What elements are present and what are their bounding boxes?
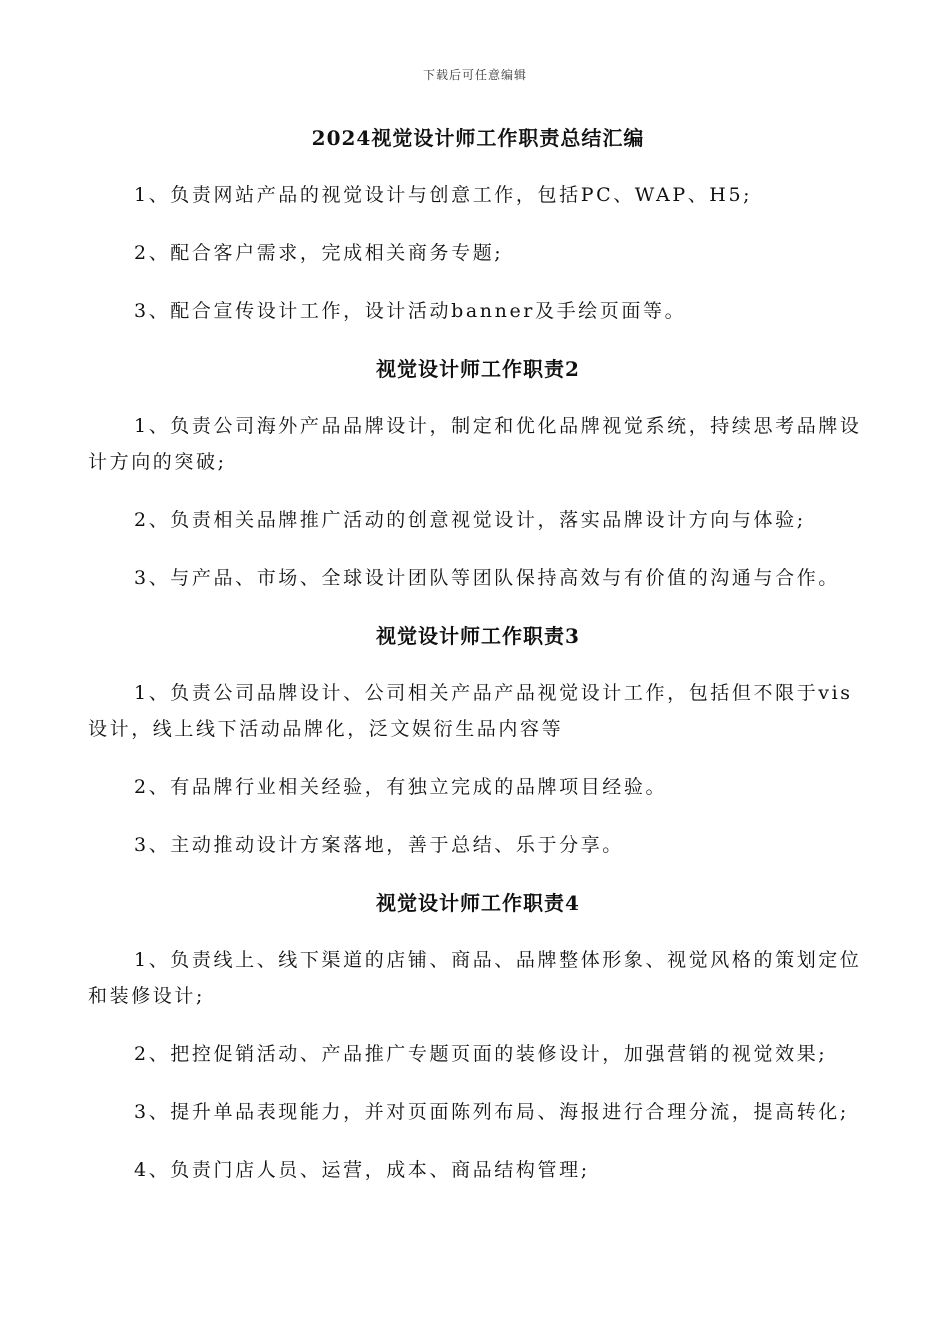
duty-item: 2、把控促销活动、产品推广专题页面的装修设计，加强营销的视觉效果; bbox=[134, 1043, 828, 1065]
duty-item: 2、有品牌行业相关经验，有独立完成的品牌项目经验。 bbox=[134, 776, 668, 798]
duty-item: 1、负责线上、线下渠道的店铺、商品、品牌整体形象、视觉风格的策划定位和装修设计; bbox=[88, 949, 862, 1007]
duty-item: 1、负责网站产品的视觉设计与创意工作，包括PC、WAP、H5; bbox=[134, 184, 753, 206]
document-body bbox=[88, 120, 868, 1210]
duty-item: 3、配合宣传设计工作，设计活动banner及手绘页面等。 bbox=[134, 300, 687, 322]
document-title: 2024视觉设计师工作职责总结汇编 bbox=[311, 126, 645, 150]
duty-item: 1、负责公司海外产品品牌设计，制定和优化品牌视觉系统，持续思考品牌设计方向的突破; bbox=[88, 415, 862, 473]
duty-item: 4、负责门店人员、运营，成本、商品结构管理; bbox=[134, 1159, 590, 1181]
section-heading: 视觉设计师工作职责3 bbox=[376, 624, 580, 648]
header-note: 下载后可任意编辑 bbox=[422, 68, 527, 82]
duty-item: 3、与产品、市场、全球设计团队等团队保持高效与有价值的沟通与合作。 bbox=[134, 567, 840, 589]
duty-item: 3、主动推动设计方案落地，善于总结、乐于分享。 bbox=[134, 834, 624, 856]
duty-item: 1、负责公司品牌设计、公司相关产品产品视觉设计工作，包括但不限于vis设计，线上线下活动品牌化，泛文娱衍生品内容等 bbox=[88, 682, 853, 740]
duty-item: 3、提升单品表现能力，并对页面陈列布局、海报进行合理分流，提高转化; bbox=[134, 1101, 849, 1123]
section-heading: 视觉设计师工作职责2 bbox=[376, 357, 580, 381]
section-heading: 视觉设计师工作职责4 bbox=[376, 891, 580, 915]
duty-item: 2、负责相关品牌推广活动的创意视觉设计，落实品牌设计方向与体验; bbox=[134, 509, 806, 531]
duty-item: 2、配合客户需求，完成相关商务专题; bbox=[134, 242, 504, 264]
